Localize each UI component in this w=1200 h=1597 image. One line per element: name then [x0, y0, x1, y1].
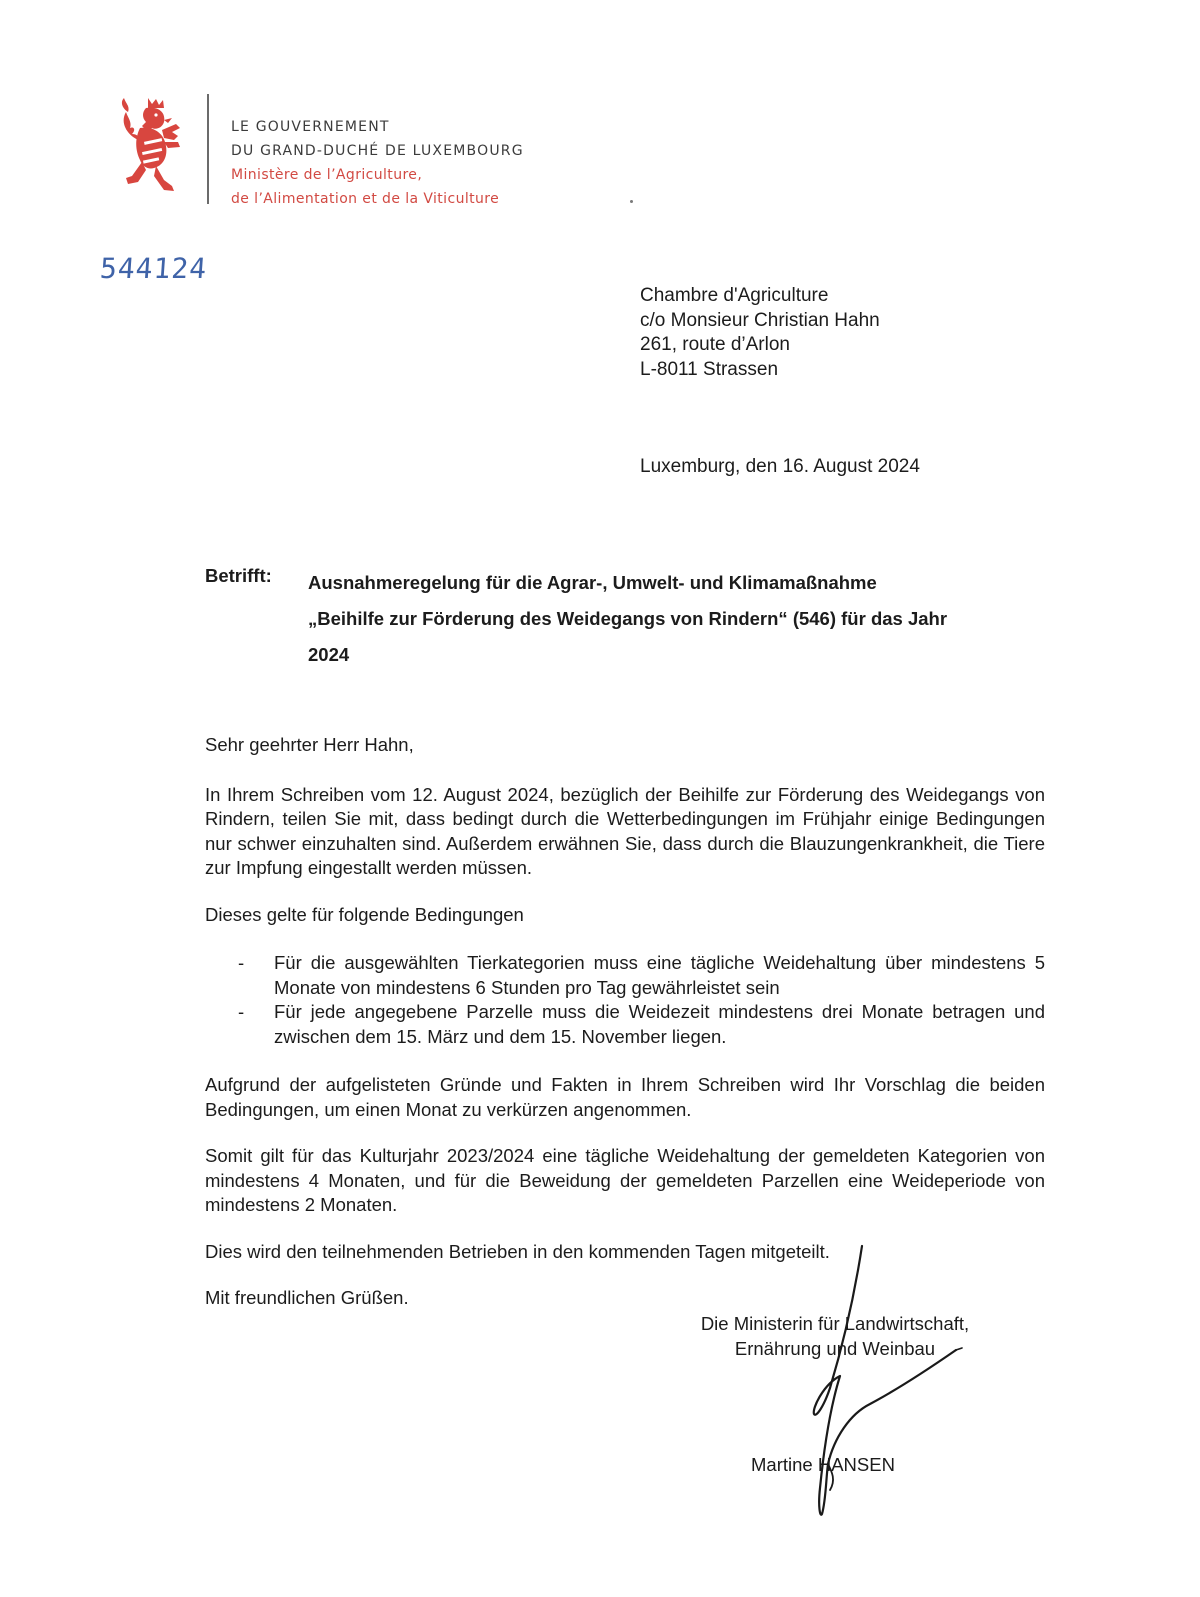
condition-text: Für die ausgewählten Tierkategorien muss eine tägliche Weidehaltung über mindestens 5 Monate von mindestens 6 Stunden pro Tag gewährleistet sein — [274, 952, 1045, 998]
letterhead-divider — [207, 94, 209, 204]
conditions-list — [205, 951, 1045, 1049]
bullet-dash: - — [238, 952, 245, 973]
paragraph-1: In Ihrem Schreiben vom 12. August 2024, bezüglich der Beihilfe zur Förderung des Weidegangs von Rindern, teilen Sie mit, dass bedingt durch die Wetterbedingungen im Frühjahr einige Bedingungen nur schwer einzuhalten sind. Außerdem erwähnen Sie, dass durch die Blauzungenkrankheit, die Tiere zur Impfung eingestallt werden müssen. — [205, 783, 1045, 878]
signatory-name: Martine HANSEN — [751, 1454, 895, 1475]
government-line-1: LE GOUVERNEMENT — [231, 119, 390, 135]
ministry-line-1: Ministère de l’Agriculture, — [231, 167, 423, 183]
signatory-title-line-2: Ernährung und Weinbau — [734, 1337, 936, 1359]
salutation: Sehr geehrter Herr Hahn, — [205, 734, 414, 755]
subject-line-3: 2024 — [308, 644, 350, 665]
ministry-line-2: de l’Alimentation et de la Viticulture — [231, 191, 500, 207]
subject-text — [308, 565, 1048, 673]
condition-item — [205, 951, 1045, 1000]
recipient-address — [640, 284, 880, 382]
recipient-line-1: Chambre d'Agriculture — [640, 285, 829, 306]
subject-line-2: „Beihilfe zur Förderung des Weidegangs von Rindern“ (546) für das Jahr — [308, 608, 948, 629]
handwritten-signature — [790, 1238, 990, 1528]
paragraph-3: Somit gilt für das Kulturjahr 2023/2024 eine tägliche Weidehaltung der gemeldeten Kategorien von mindestens 4 Monaten, und für die Beweidung der gemeldeten Parzellen eine Weideperiode von mindestens 2 Monaten. — [205, 1145, 1045, 1215]
condition-text: Für jede angegebene Parzelle muss die Weidezeit mindestens drei Monate betragen und zwischen dem 15. März und dem 15. November liegen. — [274, 1001, 1045, 1047]
handwritten-reference-number: 544124 — [98, 252, 209, 285]
subject-line-1: Ausnahmeregelung für die Agrar-, Umwelt- und Klimamaßnahme — [308, 572, 877, 593]
letterhead — [231, 115, 524, 211]
paragraph-2: Aufgrund der aufgelisteten Gründe und Fakten in Ihrem Schreiben wird Ihr Vorschlag die beiden Bedingungen, um einen Monat zu verkürzen angenommen. — [205, 1074, 1045, 1120]
condition-item — [205, 1000, 1045, 1049]
conditions-intro: Dieses gelte für folgende Bedingungen — [205, 903, 524, 925]
bullet-dash: - — [238, 1001, 245, 1022]
government-line-2: DU GRAND-DUCHÉ DE LUXEMBOURG — [231, 143, 524, 159]
signatory-title-line-1: Die Ministerin für Landwirtschaft, — [700, 1313, 970, 1334]
closing: Mit freundlichen Grüßen. — [205, 1287, 409, 1308]
paragraph-4: Dies wird den teilnehmenden Betrieben in den kommenden Tagen mitgeteilt. — [205, 1240, 830, 1262]
recipient-line-3: 261, route d’Arlon — [640, 334, 790, 355]
red-lion-icon — [118, 96, 190, 194]
letter-body — [205, 733, 1045, 1311]
letter-date: Luxemburg, den 16. August 2024 — [640, 456, 920, 477]
scan-speck — [630, 200, 633, 203]
recipient-line-4: L-8011 Strassen — [640, 358, 779, 380]
subject-label: Betrifft: — [205, 565, 272, 586]
recipient-line-2: c/o Monsieur Christian Hahn — [640, 309, 880, 331]
